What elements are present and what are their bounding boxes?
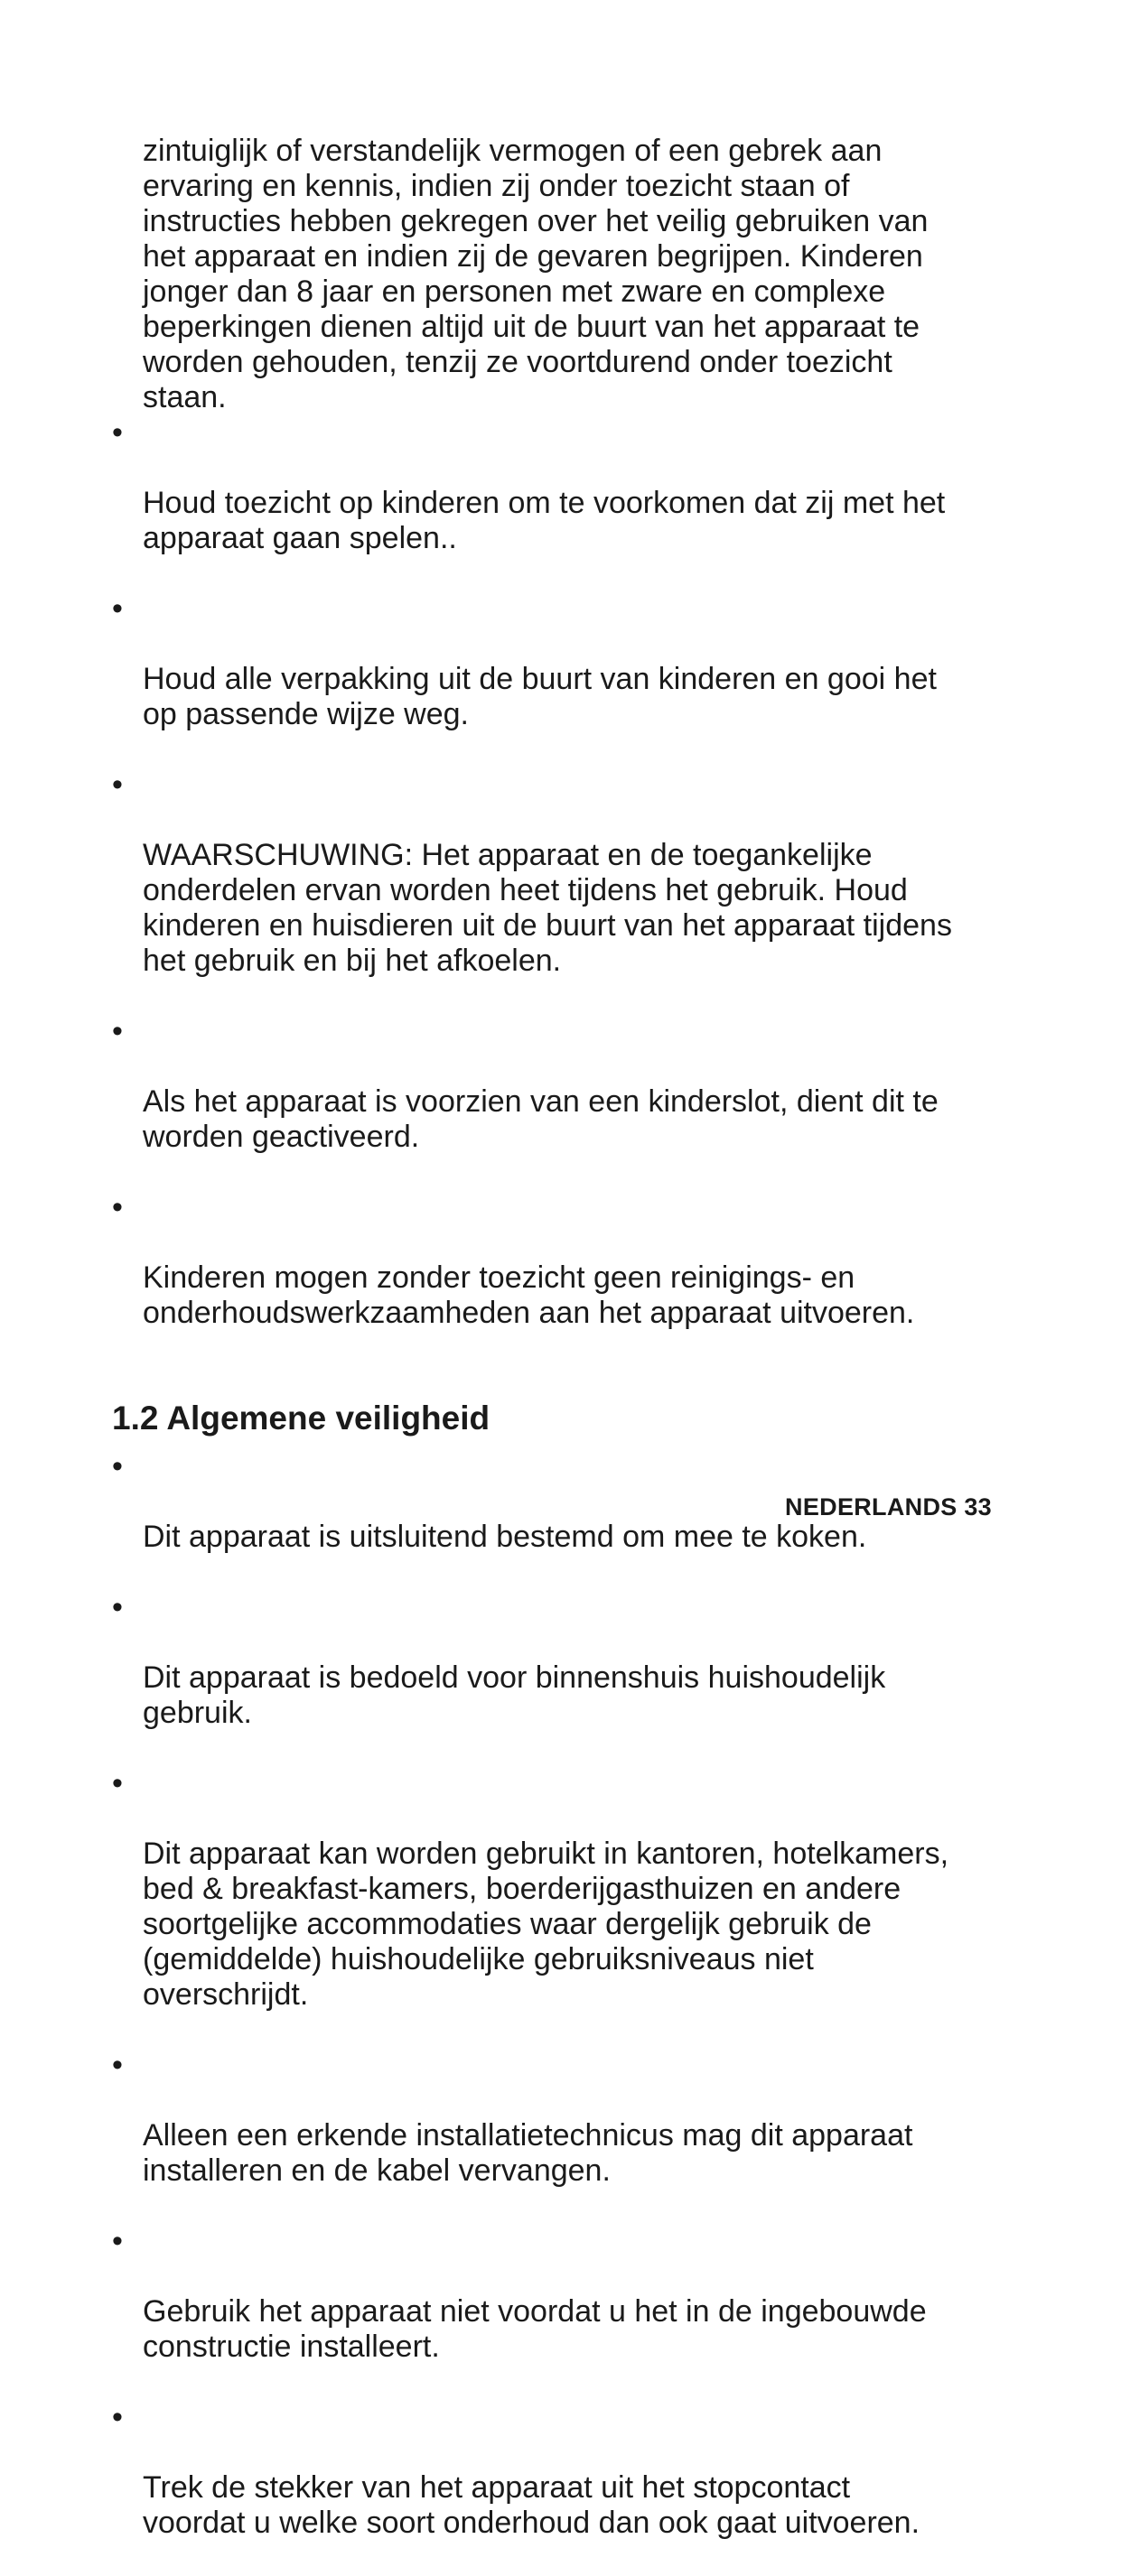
- list-item-text: Kinderen mogen zonder toezicht geen reinigings- en onderhoudswerkzaamheden aan het apparaat uitvoeren.: [143, 1260, 915, 1330]
- page-content: [112, 134, 1015, 2576]
- list-item-text: Alleen een erkende installatietechnicus mag dit apparaat installeren en de kabel vervangen.: [143, 2118, 913, 2188]
- list-item-text: Dit apparaat is uitsluitend bestemd om mee te koken.: [143, 1520, 867, 1554]
- list-item: [112, 415, 1015, 591]
- list-item: [112, 1590, 1015, 1766]
- list-item-text: Dit apparaat is bedoeld voor binnenshuis huishoudelijk gebruik.: [143, 1660, 886, 1730]
- general-safety-list: [112, 1449, 1015, 2576]
- bullet-icon: •: [112, 2400, 123, 2434]
- section-heading: 1.2 Algemene veiligheid: [112, 1400, 490, 1437]
- bullet-icon: •: [112, 1766, 123, 1800]
- list-item: [112, 1190, 1015, 1366]
- bullet-icon: •: [112, 1590, 123, 1624]
- list-item: [112, 2224, 1015, 2400]
- child-safety-list: [112, 415, 1015, 1366]
- list-item-text: Als het apparaat is voorzien van een kinderslot, dient dit te worden geactiveerd.: [143, 1084, 939, 1154]
- list-item-text: Houd alle verpakking uit de buurt van kinderen en gooi het op passende wijze weg.: [143, 662, 937, 731]
- bullet-icon: •: [112, 2224, 123, 2258]
- list-item: [112, 767, 1015, 1014]
- bullet-icon: •: [112, 591, 123, 626]
- list-item: [112, 1766, 1015, 2048]
- page-footer: NEDERLANDS 33: [785, 1493, 992, 1520]
- list-item-text: WAARSCHUWING: Het apparaat en de toegankelijke onderdelen ervan worden heet tijdens het gebruik. Houd kinderen en huisdieren uit de buurt van het apparaat tijdens het gebruik en bij het afkoelen.: [143, 838, 952, 978]
- bullet-icon: •: [112, 1449, 123, 1483]
- list-item-text: Dit apparaat kan worden gebruikt in kantoren, hotelkamers, bed & breakfast-kamers, boerderijgasthuizen en andere soortgelijke accommodaties waar dergelijk gebruik de (gemiddelde) huishoudelijke gebruiksniveaus niet overschrijdt.: [143, 1837, 949, 2012]
- bullet-icon: •: [112, 2048, 123, 2082]
- bullet-icon: •: [112, 1014, 123, 1048]
- bullet-icon: •: [112, 1190, 123, 1224]
- list-item: [112, 1014, 1015, 1190]
- list-item-text: Trek de stekker van het apparaat uit het stopcontact voordat u welke soort onderhoud dan ook gaat uitvoeren.: [143, 2470, 920, 2540]
- bullet-icon: •: [112, 415, 123, 450]
- list-item: [112, 2048, 1015, 2224]
- list-item-text: Gebruik het apparaat niet voordat u het in de ingebouwde constructie installeert.: [143, 2294, 927, 2364]
- bullet-icon: •: [112, 767, 123, 802]
- list-item-text: Houd toezicht op kinderen om te voorkomen dat zij met het apparaat gaan spelen..: [143, 486, 946, 555]
- list-item: [112, 2400, 1015, 2576]
- list-item: [112, 591, 1015, 767]
- intro-paragraph: zintuiglijk of verstandelijk vermogen of een gebrek aan ervaring en kennis, indien zij onder toezicht staan of instructies hebben gekregen over het veilig gebruiken van het apparaat en indien zij de gevaren begrijpen. Kinderen jonger dan 8 jaar en personen met zware en complexe beperkingen dienen altijd uit de buurt van het apparaat te worden gehouden, tenzij ze voortdurend onder toezicht staan.: [143, 134, 929, 414]
